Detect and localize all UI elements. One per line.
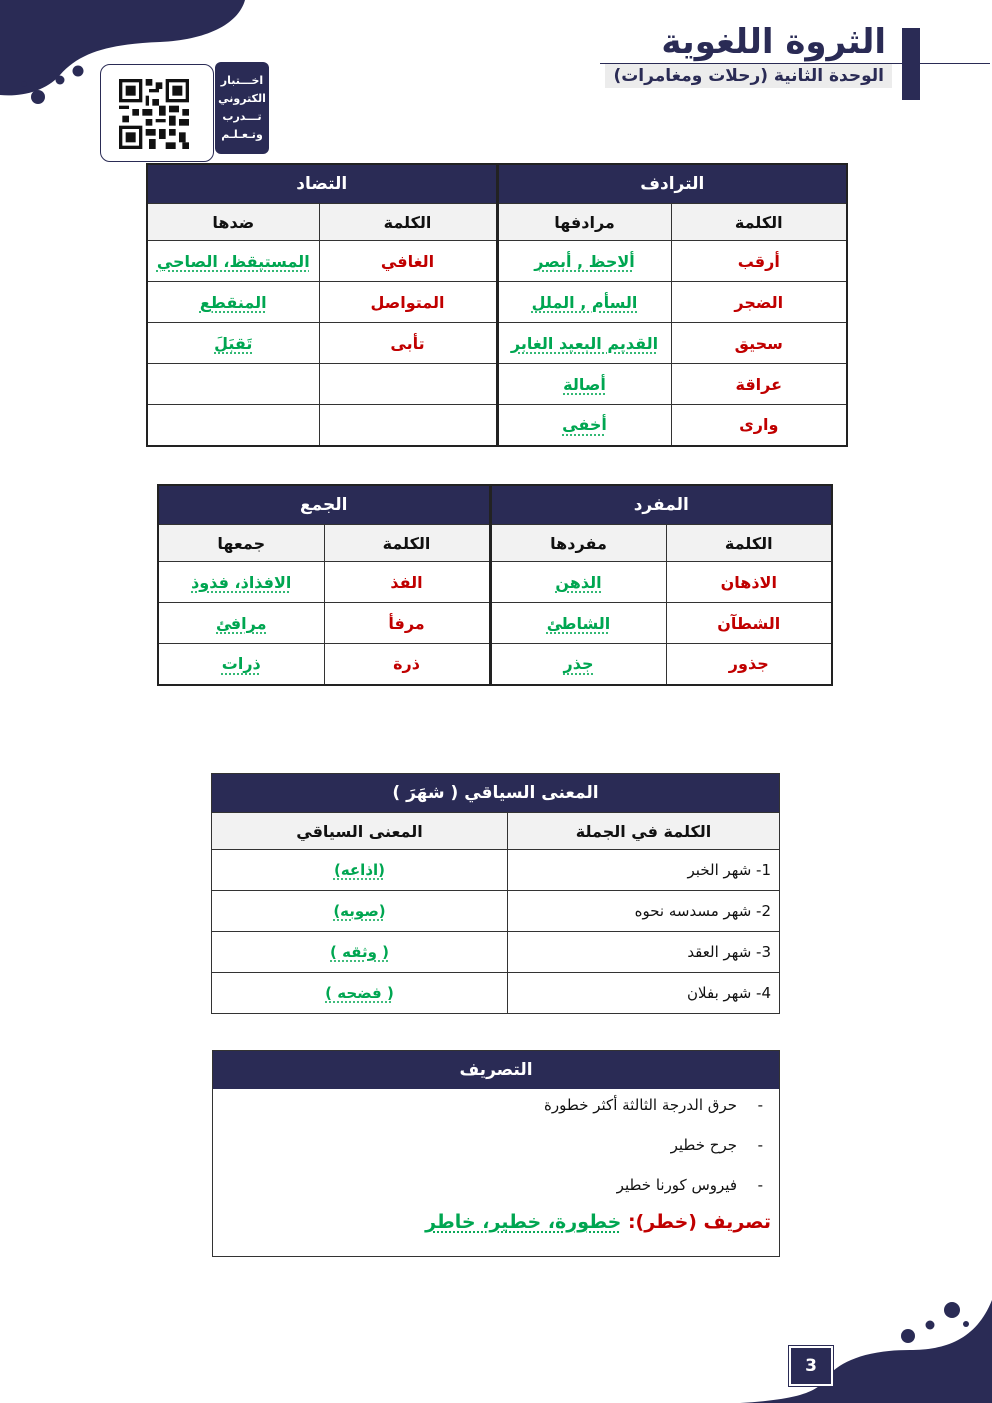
table-row: أرقب ألاحظ , أبصر الغافي المستيقظ، الصاحي: [147, 241, 847, 282]
badge-line: الكتروني: [218, 92, 266, 105]
table-row: 4- شهر بفلان ( فضحه ): [212, 973, 780, 1014]
badge-line: تـــدرب: [222, 110, 262, 123]
col-header: مفردها: [490, 525, 666, 562]
header-accent-bar: [902, 28, 920, 100]
col-header: الكلمة في الجملة: [508, 813, 780, 850]
conjugation-box: [212, 1050, 780, 1257]
list-item: -جرح خطير: [670, 1136, 763, 1154]
col-header: الكلمة: [319, 204, 497, 241]
table-row: 3- شهر العقد ( وثقه ): [212, 932, 780, 973]
conjugation-result: [213, 1211, 771, 1233]
table-row: الشطآن الشاطئ مرفأ مرافئ: [158, 603, 832, 644]
page-number: 3: [789, 1346, 833, 1386]
col-header: جمعها: [158, 525, 324, 562]
table-row: سحيق القديم البعيد الغابر تأبى تَقبَلَ: [147, 323, 847, 364]
singular-header: المفرد: [490, 485, 832, 525]
col-header: مرادفها: [497, 204, 671, 241]
conjugation-result-label: تصريف (خطر):: [627, 1211, 771, 1233]
contextual-meaning-table: [211, 773, 780, 1014]
col-header: الكلمة: [666, 525, 832, 562]
list-item: -حرق الدرجة الثالثة أكثر خطورة: [544, 1096, 763, 1114]
antonyms-header: التضاد: [147, 164, 497, 204]
bottom-right-wave-decoration: [740, 1290, 992, 1403]
table-row: وارى أخفى: [147, 405, 847, 446]
page-title: الثروة اللغوية: [661, 22, 886, 62]
col-header: الكلمة: [671, 204, 847, 241]
badge-line: اخـــتبار: [220, 74, 264, 87]
unit-subtitle: الوحدة الثانية (رحلات ومغامرات): [605, 64, 892, 88]
synonyms-header: الترادف: [497, 164, 847, 204]
table-row: 2- شهر مسدسه نحوه (صوبه): [212, 891, 780, 932]
table-row: الضجر السأم , الملل المتواصل المنقطع: [147, 282, 847, 323]
conjugation-header: التصريف: [213, 1051, 779, 1089]
singular-plural-table: [157, 484, 833, 686]
list-item: -فيروس كورنا خطير: [616, 1176, 763, 1194]
e-test-badge[interactable]: [215, 62, 269, 154]
synonyms-antonyms-table: [146, 163, 848, 447]
qr-code-icon: [119, 79, 189, 149]
context-header: المعنى السياقي ( شهَرَ ): [212, 774, 780, 813]
table-row: الاذهان الذهن الفذ الافذاذ، فذوذ: [158, 562, 832, 603]
plural-header: الجمع: [158, 485, 490, 525]
col-header: المعنى السياقي: [212, 813, 508, 850]
qr-code-frame[interactable]: [100, 64, 214, 162]
col-header: الكلمة: [324, 525, 490, 562]
table-row: 1- شهر الخبر (اذاعه): [212, 850, 780, 891]
col-header: ضدها: [147, 204, 319, 241]
table-row: جذور جذر ذرة ذرات: [158, 644, 832, 685]
badge-line: وتـعـلـم: [221, 128, 263, 141]
table-row: عراقة أصالة: [147, 364, 847, 405]
conjugation-result-value: خطورة، خطير، خاطر: [425, 1211, 622, 1233]
